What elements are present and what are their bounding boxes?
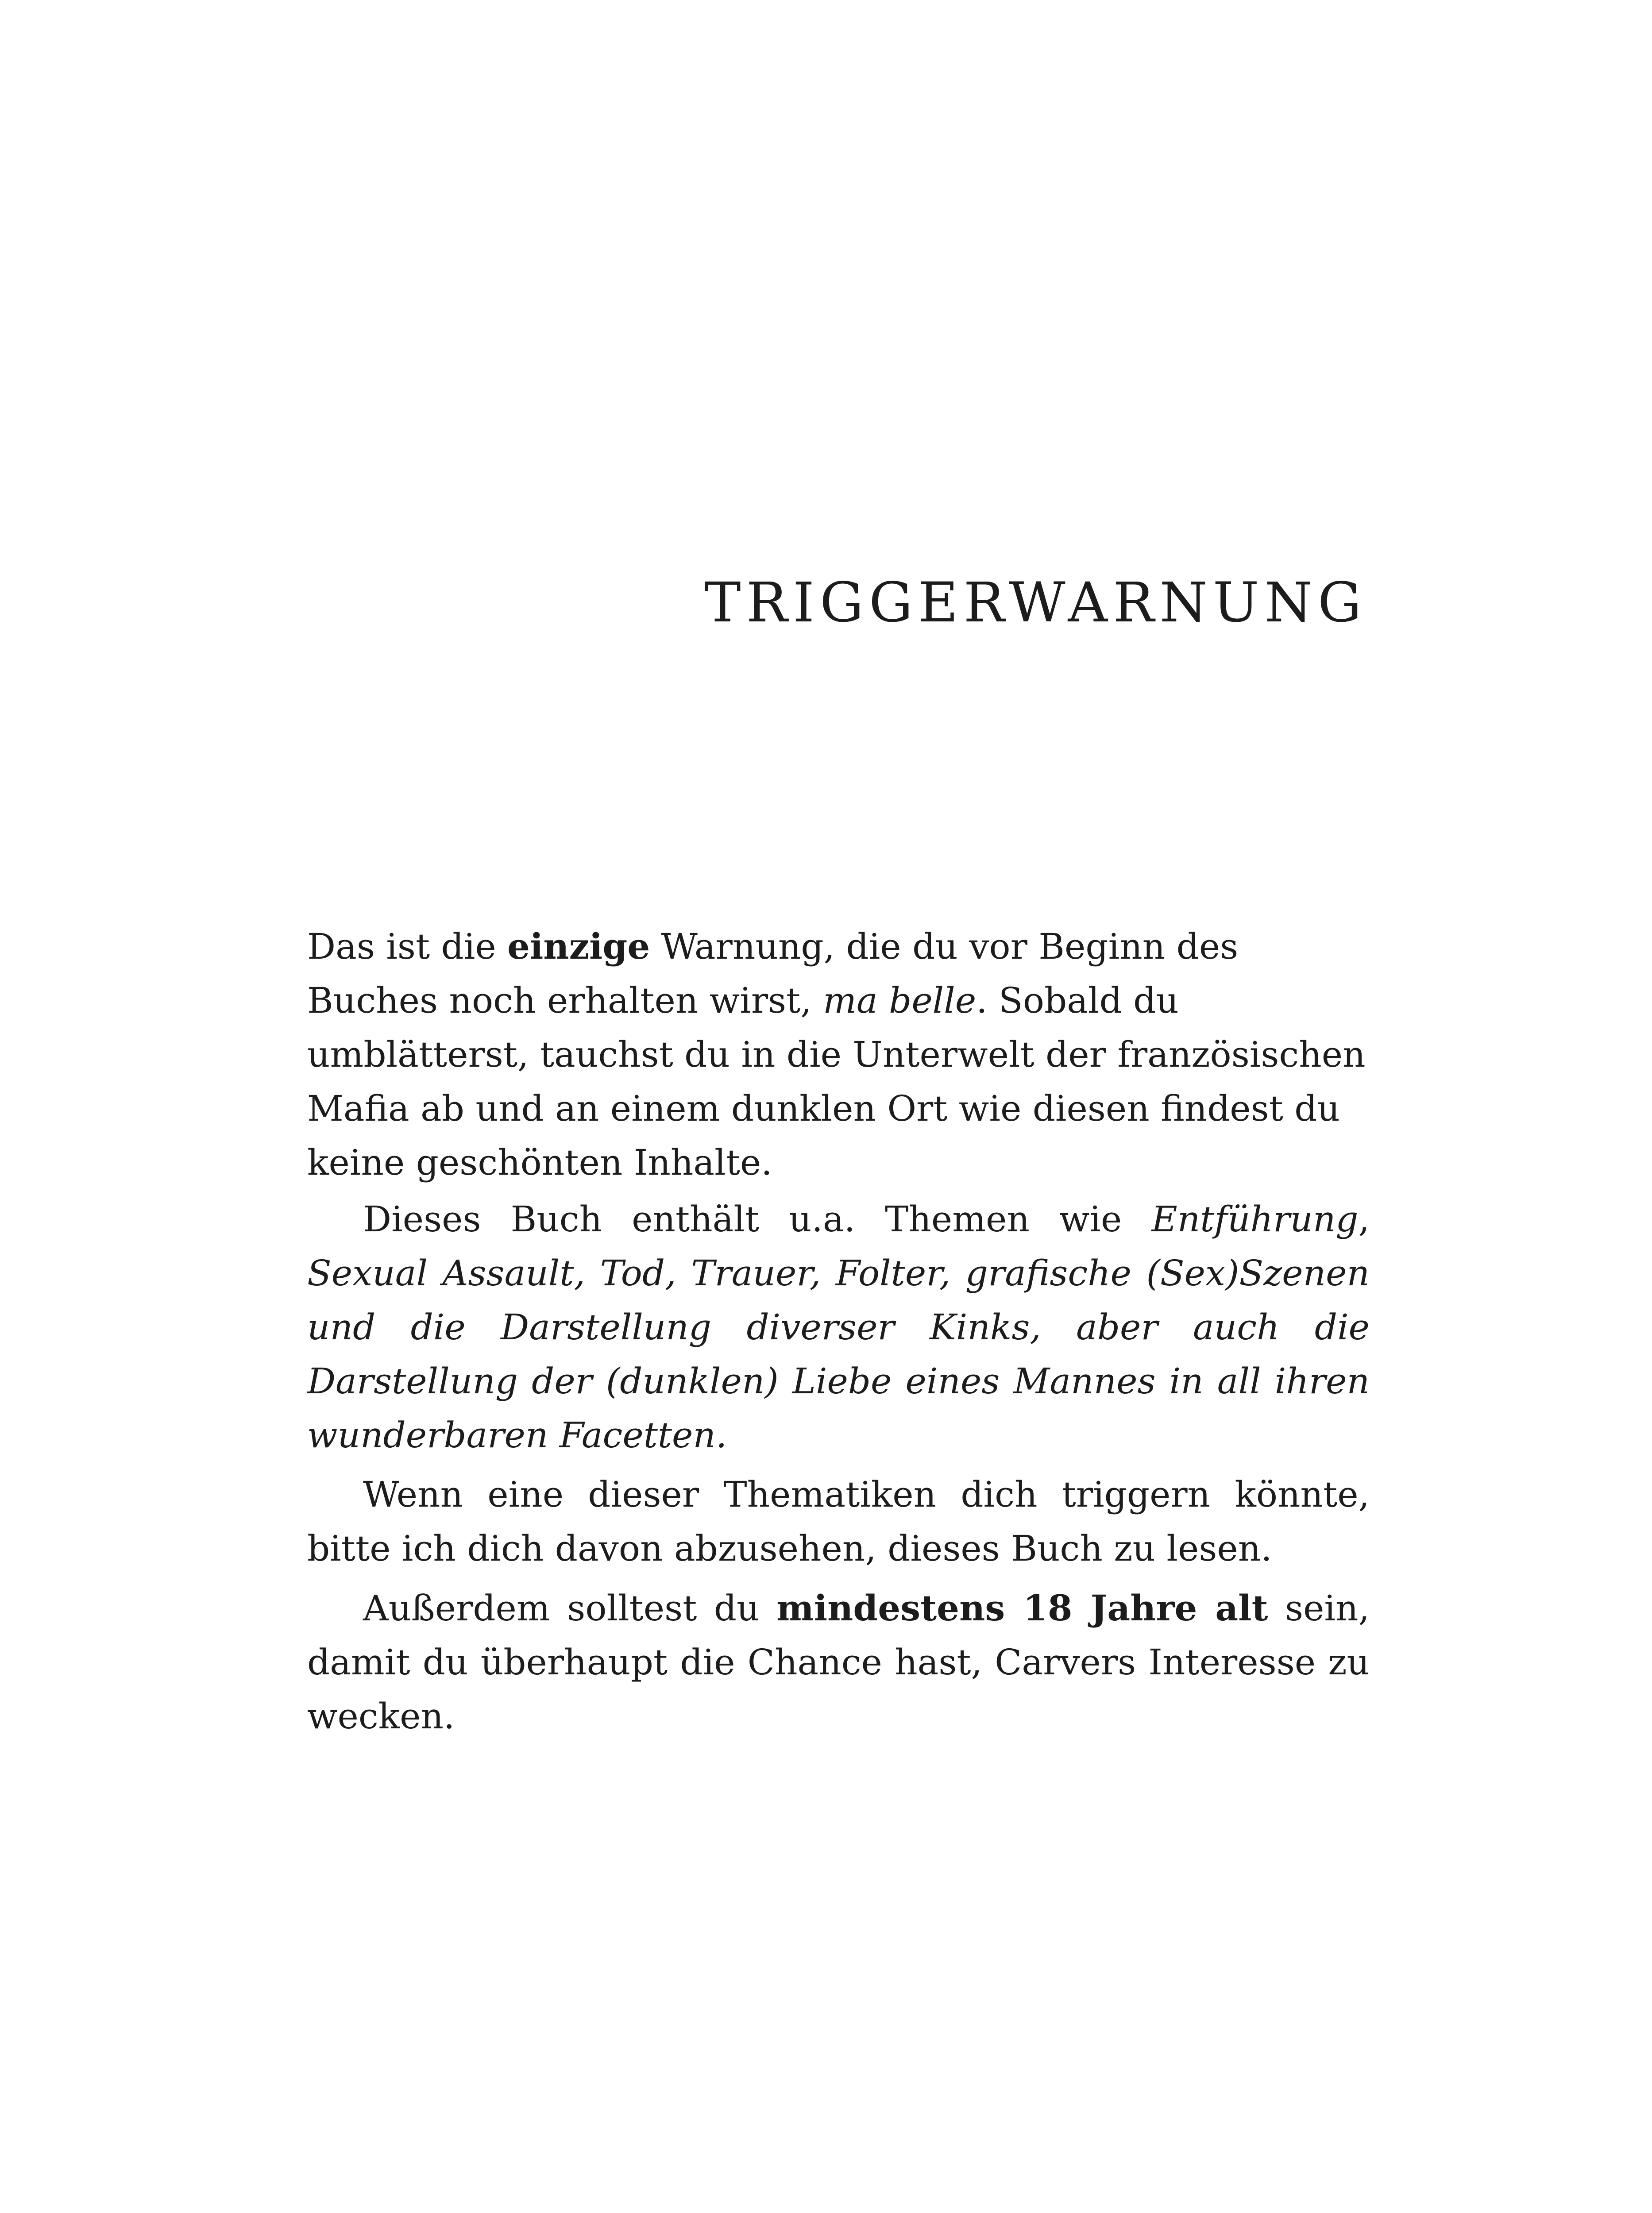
text-segment: Warnung, die du vor Beginn des Buches noch erhalten wirst, xyxy=(307,926,1239,1021)
paragraph-1 xyxy=(307,919,1370,1190)
emphasis-italic: ma belle xyxy=(823,980,977,1021)
page-title: TRIGGERWARNUNG xyxy=(704,571,1367,635)
text-segment: . Sobald du umblätterst, tauchst du in die Unterwelt der französischen Mafia ab und an einem dunklen Ort wie diesen findest du keine geschönten Inhalte. xyxy=(307,980,1366,1183)
text-segment: Dieses Buch enthält u.a. Themen wie xyxy=(363,1199,1152,1240)
emphasis-bold: mindestens 18 Jahre alt xyxy=(776,1587,1268,1629)
text-segment: , xyxy=(1358,1199,1370,1240)
emphasis-bold: einzige xyxy=(507,925,650,967)
paragraph-2 xyxy=(307,1192,1370,1462)
text-segment: Wenn eine dieser Thematiken dich triggern könnte, bitte ich dich davon abzusehen, dieses Buch zu lesen. xyxy=(307,1474,1370,1569)
text-segment: sein, damit du überhaupt die Chance hast, Carvers Interesse zu wecken. xyxy=(307,1588,1370,1737)
emphasis-italic: Entführung xyxy=(1151,1199,1359,1240)
text-segment: Außerdem solltest du xyxy=(363,1588,777,1629)
text-segment: Das ist die xyxy=(307,926,508,967)
paragraph-4 xyxy=(307,1581,1370,1743)
warning-text xyxy=(307,919,1370,1743)
emphasis-italic: Sexual Assault, Tod, Trauer, Folter, grafische (Sex)Szenen und die Darstellung diverser Kinks, aber auch die Darstellung der (dunklen) Liebe eines Mannes in all ihren wunderbaren Facetten. xyxy=(307,1253,1370,1456)
paragraph-3 xyxy=(307,1468,1370,1576)
